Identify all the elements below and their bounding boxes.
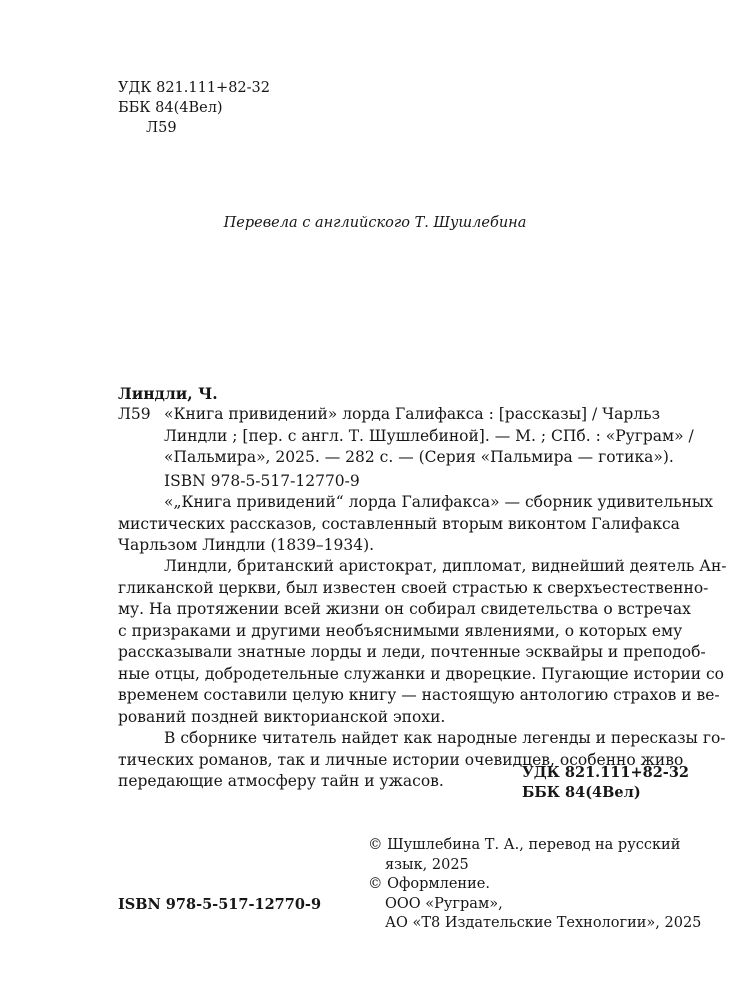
annotation-line: мистических рассказов, составленный вторым виконтом Галифакса xyxy=(118,514,680,533)
copyright-line: язык, 2025 xyxy=(385,856,469,873)
isbn-bottom: ISBN 978-5-517-12770-9 xyxy=(118,896,322,913)
annotation-line: Чарльзом Линдли (1839–1934). xyxy=(118,536,375,554)
title-line: Линдли ; [пер. с англ. Т. Шушлебиной]. — М. ; СПб. : «Руграм» / xyxy=(164,426,694,445)
annotation-line: временем составили целую книгу — настоящую антологию страхов и ве- xyxy=(118,686,720,704)
annotation-paragraph-1 xyxy=(118,492,714,557)
author-mark: Л59 xyxy=(118,405,151,423)
annotation-line: Линдли, британский аристократ, дипломат, виднейший деятель Ан- xyxy=(164,557,727,575)
annotation-line: тических романов, так и личные истории очевидцев, особенно живо xyxy=(118,750,684,769)
annotation-line: ные отцы, добродетельные служанки и дворецкие. Пугающие истории со xyxy=(118,664,724,683)
title-line: «Пальмира», 2025. — 282 с. — (Серия «Пальмира — готика»). xyxy=(164,448,674,466)
annotation-line: му. На протяжении всей жизни он собирал свидетельства о встречах xyxy=(118,600,691,618)
udk-code-right: УДК 821.111+82-32 xyxy=(522,764,690,781)
annotation-line: «„Книга привидений“ лорда Галифакса» — сборник удивительных xyxy=(164,493,714,511)
title-line: «Книга привидений» лорда Галифакса : [рассказы] / Чарльз xyxy=(164,405,661,423)
record-isbn: ISBN 978-5-517-12770-9 xyxy=(164,472,360,490)
copyright-line: АО «Т8 Издательские Технологии», 2025 xyxy=(385,915,702,931)
annotation-line: передающие атмосферу тайн и ужасов. xyxy=(118,772,444,790)
annotation-line: В сборнике читатель найдет как народные легенды и пересказы го- xyxy=(164,729,726,747)
translator-credit: Перевела с английского Т. Шушлебина xyxy=(223,215,527,231)
author-mark-top: Л59 xyxy=(146,120,177,136)
copyright-line: © Шушлебина Т. А., перевод на русский xyxy=(368,837,681,853)
copyright-line: © Оформление. xyxy=(368,876,490,892)
annotation-paragraph-2 xyxy=(118,556,727,728)
udk-code-top: УДК 821.111+82-32 xyxy=(118,80,271,96)
bibliographic-description xyxy=(164,404,694,469)
copyright-block xyxy=(368,836,701,934)
bbk-code-right: ББК 84(4Вел) xyxy=(522,784,641,801)
annotation-line: рований поздней викторианской эпохи. xyxy=(118,707,446,726)
copyright-line: ООО «Руграм», xyxy=(385,895,503,912)
author-heading: Линдли, Ч. xyxy=(118,384,218,403)
annotation-line: рассказывали знатные лорды и леди, почтенные эсквайры и преподоб- xyxy=(118,643,706,661)
annotation-line: с призраками и другими необъяснимыми явлениями, о которых ему xyxy=(118,621,683,640)
annotation-line: гликанской церкви, был известен своей страстью к сверхъестественно- xyxy=(118,578,709,597)
bbk-code-top: ББК 84(4Вел) xyxy=(118,100,223,116)
